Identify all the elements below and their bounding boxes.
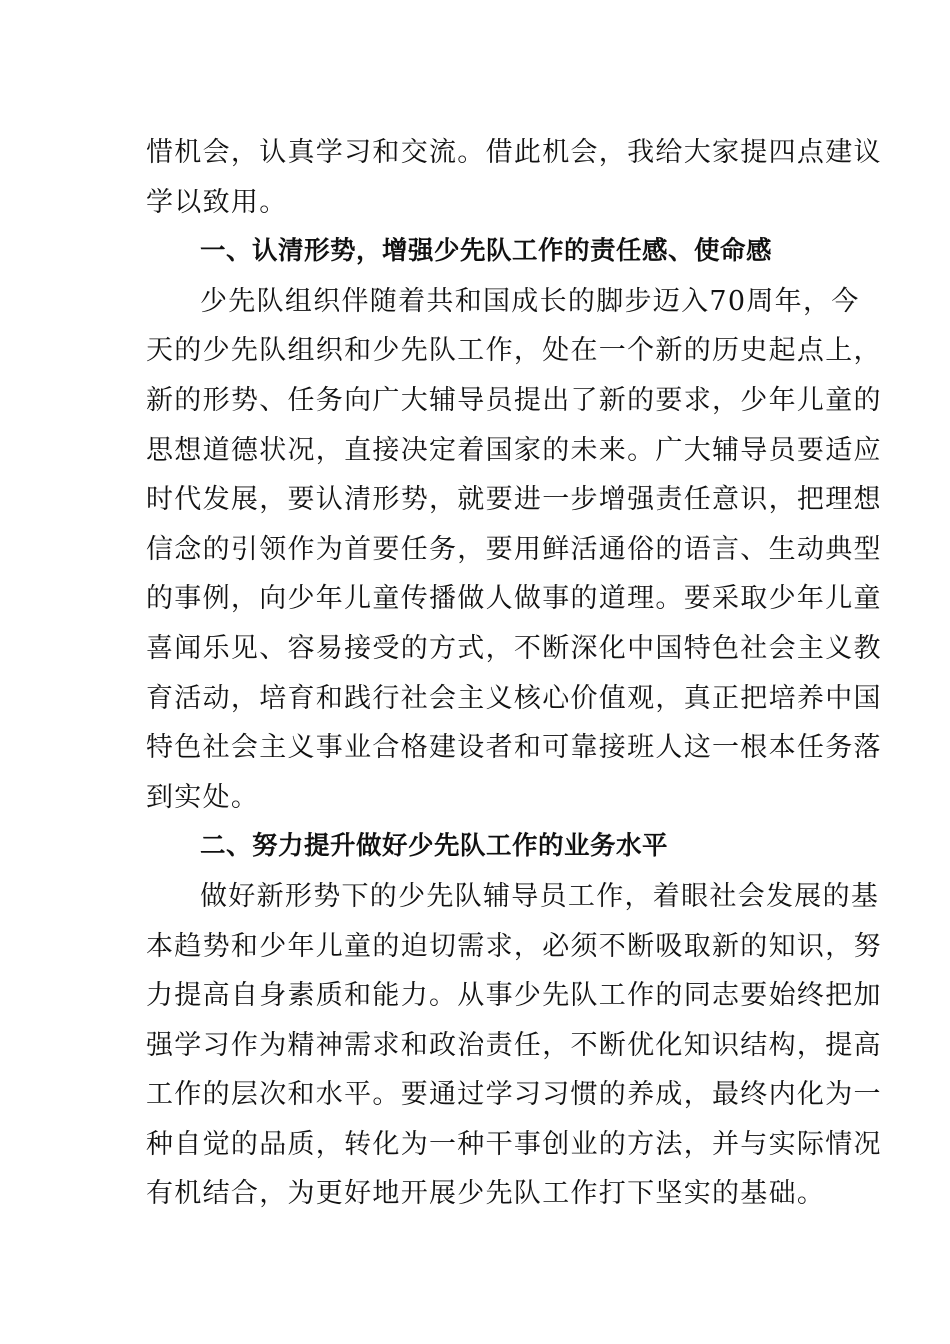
body-line: 种自觉的品质，转化为一种干事创业的方法，并与实际情况 <box>146 1128 882 1160</box>
body-line: 育活动，培育和践行社会主义核心价值观，真正把培养中国 <box>146 682 882 714</box>
body-line: 天的少先队组织和少先队工作，处在一个新的历史起点上， <box>146 335 882 367</box>
paragraph-first-line: 做好新形势下的少先队辅导员工作，着眼社会发展的基 <box>200 880 880 912</box>
body-line: 特色社会主义事业合格建设者和可靠接班人这一根本任务落 <box>146 732 882 764</box>
body-line: 到实处。 <box>146 781 260 813</box>
paragraph-first-line: 少先队组织伴随着共和国成长的脚步迈入70周年，今 <box>200 285 860 317</box>
body-line: 学以致用。 <box>146 186 288 218</box>
body-line: 本趋势和少年儿童的迫切需求，必须不断吸取新的知识，努 <box>146 930 882 962</box>
body-line: 有机结合，为更好地开展少先队工作打下坚实的基础。 <box>146 1178 826 1210</box>
body-line: 思想道德状况，直接决定着国家的未来。广大辅导员要适应 <box>146 434 882 466</box>
body-line: 强学习作为精神需求和政治责任，不断优化知识结构，提高 <box>146 1029 882 1061</box>
body-line: 时代发展，要认清形势，就要进一步增强责任意识，把理想 <box>146 484 882 516</box>
document-body <box>146 128 882 1219</box>
body-line: 的事例，向少年儿童传播做人做事的道理。要采取少年儿童 <box>146 583 882 615</box>
body-line: 喜闻乐见、容易接受的方式，不断深化中国特色社会主义教 <box>146 632 882 664</box>
body-line: 新的形势、任务向广大辅导员提出了新的要求，少年儿童的 <box>146 384 882 416</box>
body-line: 力提高自身素质和能力。从事少先队工作的同志要始终把加 <box>146 980 882 1012</box>
body-line: 惜机会，认真学习和交流。借此机会，我给大家提四点建议 <box>146 137 882 168</box>
section-heading-2: 二、努力提升做好少先队工作的业务水平 <box>200 831 669 862</box>
body-line: 信念的引领作为首要任务，要用鲜活通俗的语言、生动典型 <box>146 533 882 565</box>
section-heading-1: 一、认清形势，增强少先队工作的责任感、使命感 <box>200 236 773 267</box>
body-line: 工作的层次和水平。要通过学习习惯的养成，最终内化为一 <box>146 1079 882 1111</box>
